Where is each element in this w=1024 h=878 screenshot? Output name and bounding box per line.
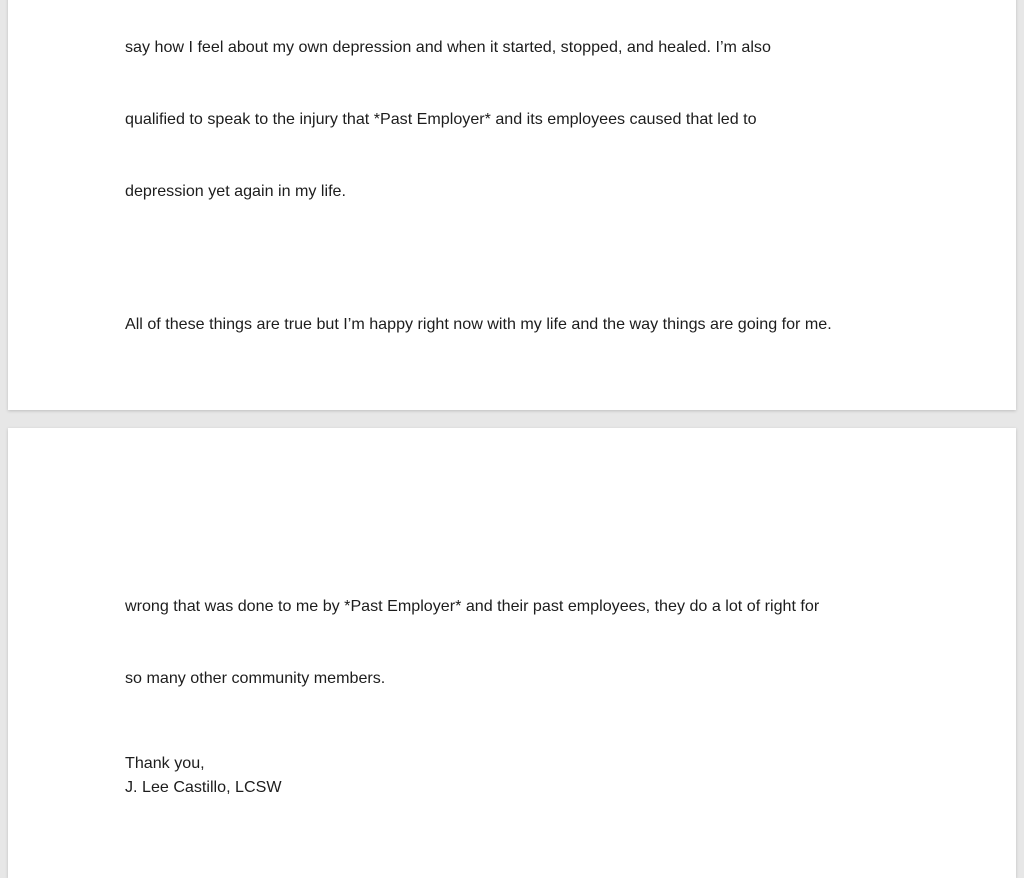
signature-block — [125, 751, 905, 799]
signature-name: J. Lee Castillo, LCSW — [125, 778, 282, 796]
paragraph-withdraw-charge — [125, 397, 905, 410]
text-line: so many other community members. — [125, 669, 386, 687]
page-1-text — [125, 0, 905, 410]
page-2-text — [125, 546, 905, 799]
paragraph-depression — [125, 0, 905, 251]
document-page-2 — [8, 428, 1016, 878]
text-line: qualified to speak to the injury that *Past Employer* and its employees caused that led to — [125, 110, 757, 128]
text-line: All of these things are true but I’m happy right now with my life and the way things are going for me. — [125, 315, 832, 333]
text-line: wrong that was done to me by *Past Employer* and their past employees, they do a lot of right for — [125, 597, 820, 615]
text-line: say how I feel about my own depression and when it started, stopped, and healed. I’m also — [125, 38, 771, 56]
text-line: depression yet again in my life. — [125, 182, 346, 200]
paragraph-happy — [125, 264, 905, 384]
closing-text: Thank you, — [125, 754, 205, 772]
document-page-1 — [8, 0, 1016, 410]
paragraph-continuation — [125, 546, 905, 738]
